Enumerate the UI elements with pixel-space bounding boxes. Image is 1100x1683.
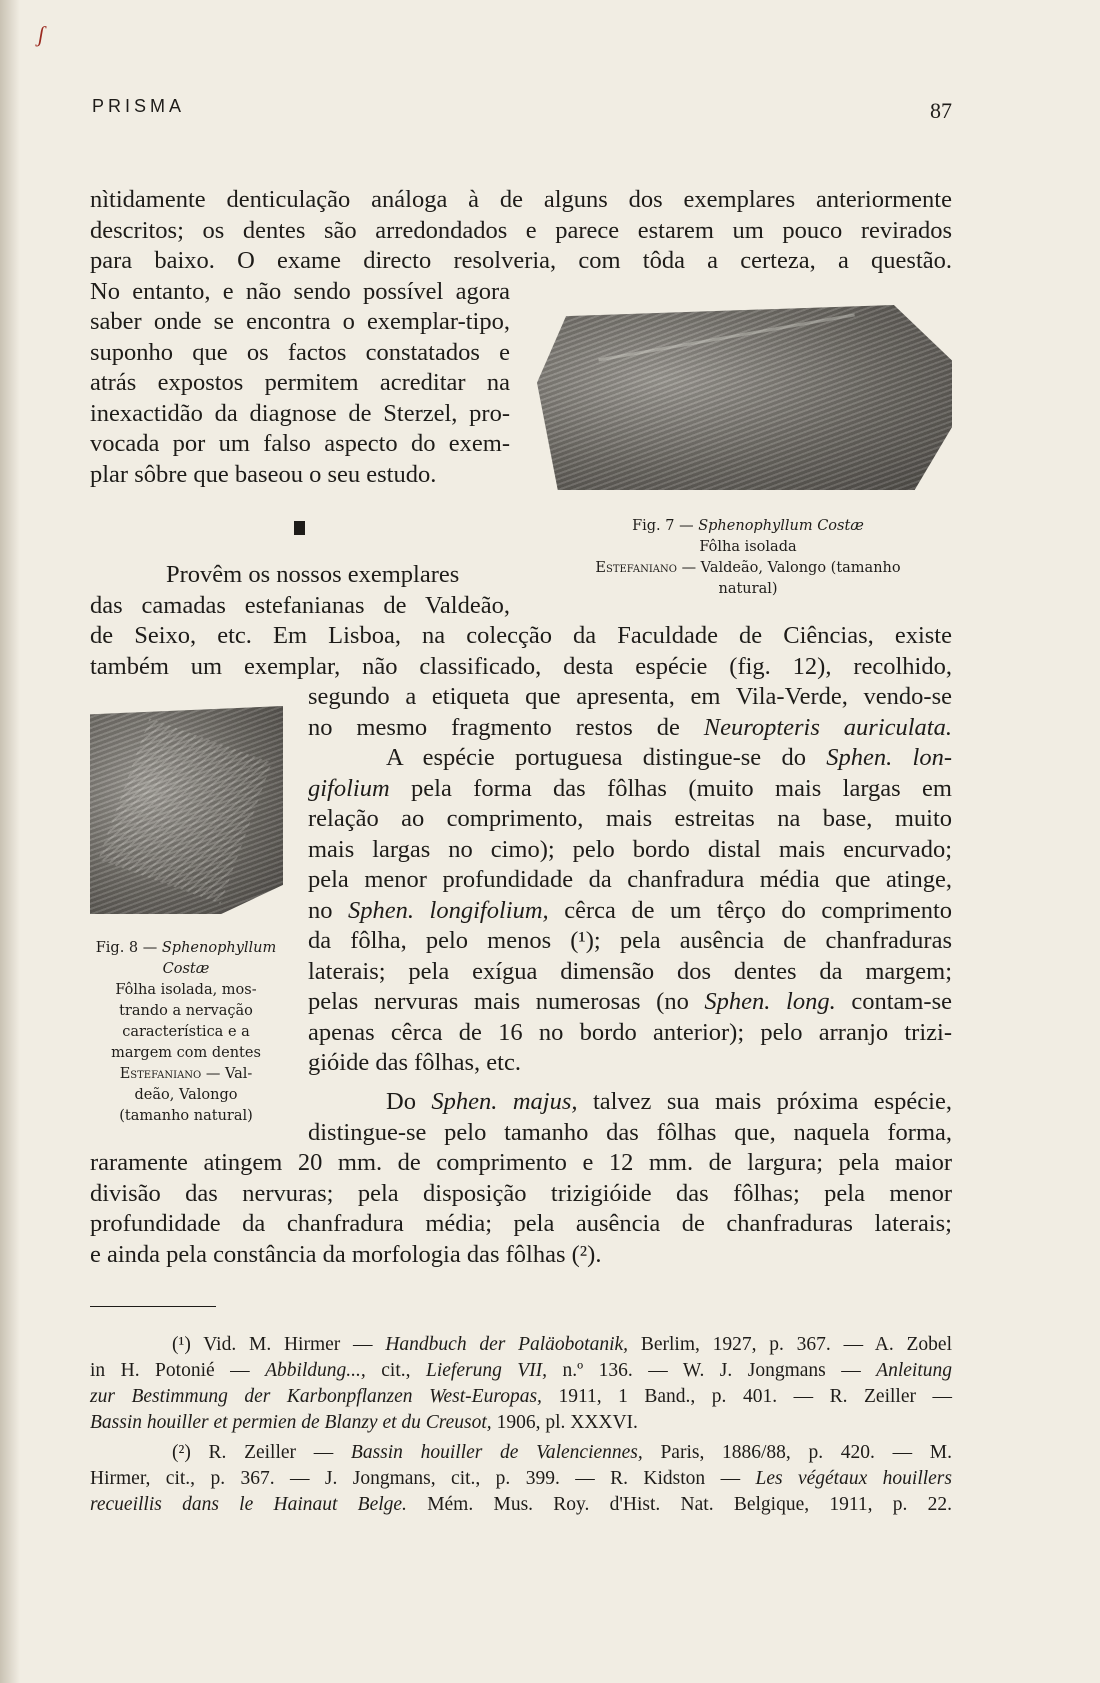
body-line: No entanto, e não sendo possível agora xyxy=(90,278,510,305)
figure-8-caption-line: Fôlha isolada, mos- xyxy=(115,982,257,998)
figure-8-caption-line: Fig. 8 — Sphenophyllum xyxy=(95,940,277,956)
figure-8-caption-line: margem com dentes xyxy=(111,1045,261,1061)
body-line: pela menor profundidade da chanfradura média que atinge, xyxy=(308,866,952,893)
taxon-name: Sphen. longifolium, xyxy=(348,897,549,924)
body-line: no Sphen. longifolium, cêrca de um têrço do comprimento xyxy=(308,897,953,924)
body-line: Do Sphen. majus, talvez sua mais próxima espécie, xyxy=(386,1088,952,1115)
figure-8-caption-line: trando a nervação xyxy=(119,1003,253,1019)
footnote-2: Hirmer, cit., p. 367. — J. Jongmans, cit., p. 399. — R. Kidston — Les végétaux houillers xyxy=(90,1468,952,1489)
body-line: pelas nervuras mais numerosas (no Sphen. long. contam-se xyxy=(308,988,953,1015)
footnote-1: zur Bestimmung der Karbonpflanzen West-Europas, 1911, 1 Band., p. 401. — R. Zeiller — xyxy=(90,1386,952,1407)
body-line: apenas cêrca de 16 no bordo anterior); pelo arranjo trizi- xyxy=(308,1019,952,1046)
body-line: segundo a etiqueta que apresenta, em Vila-Verde, vendo-se xyxy=(308,683,952,710)
figure-8-caption-line: característica e a xyxy=(122,1024,250,1040)
body-line: para baixo. O exame directo resolveria, com tôda a certeza, a questão. xyxy=(90,247,952,274)
body-line: plar sôbre que baseou o seu estudo. xyxy=(90,461,437,488)
body-line: gióide das fôlhas, etc. xyxy=(308,1049,521,1076)
footnote-2: (²) R. Zeiller — Bassin houiller de Valenciennes, Paris, 1886/88, p. 420. — M. xyxy=(172,1442,952,1463)
body-line: distingue-se pelo tamanho das fôlhas que, naquela forma, xyxy=(308,1119,952,1146)
footnote-1: Bassin houiller et permien de Blanzy et du Creusot, 1906, pl. XXXVI. xyxy=(90,1412,638,1433)
taxon-name: Sphen. lon- xyxy=(826,744,952,771)
figure-8-fossil-photo xyxy=(90,706,283,914)
figure-8-caption-line: Estefaniano — Val- xyxy=(119,1066,253,1082)
body-line: saber onde se encontra o exemplar-tipo, xyxy=(90,308,510,335)
taxon-name: Neuropteris auriculata. xyxy=(703,714,952,741)
body-line: gifolium pela forma das fôlhas (muito mais largas em xyxy=(308,775,952,802)
body-line: no mesmo fragmento restos de Neuropteris auriculata. xyxy=(308,714,952,741)
figure-7-caption-line: natural) xyxy=(718,581,778,597)
figure-7-caption-line: Fig. 7 — Sphenophyllum Costæ xyxy=(632,518,864,534)
body-line: atrás expostos permitem acreditar na xyxy=(90,369,510,396)
body-line: mais largas no cimo); pelo bordo distal mais encurvado; xyxy=(308,836,952,863)
figure-8-caption-line: Costæ xyxy=(162,961,210,977)
body-line: das camadas estefanianas de Valdeão, xyxy=(90,592,510,619)
taxon-name: gifolium xyxy=(308,775,390,802)
body-line: e ainda pela constância da morfologia das fôlhas (²). xyxy=(90,1241,602,1268)
body-line: nìtidamente denticulação análoga à de alguns dos exemplares anteriormente xyxy=(90,186,952,213)
body-line: laterais; pela exígua dimensão dos dentes da margem; xyxy=(308,958,952,985)
margin-mark: ʃ xyxy=(38,22,45,47)
running-head: PRISMA xyxy=(92,96,186,116)
body-line: descritos; os dentes são arredondados e parece estarem um pouco revirados xyxy=(90,217,952,244)
body-line: divisão das nervuras; pela disposição trizigióide das fôlhas; pela menor xyxy=(90,1180,952,1207)
body-line: raramente atingem 20 mm. de comprimento e 12 mm. de largura; pela maior xyxy=(90,1149,952,1176)
body-line: de Seixo, etc. Em Lisboa, na colecção da Faculdade de Ciências, existe xyxy=(90,622,952,649)
section-separator xyxy=(294,521,305,535)
body-line: também um exemplar, não classificado, desta espécie (fig. 12), recolhido, xyxy=(90,653,952,680)
figure-8-caption-line: deão, Valongo xyxy=(134,1087,238,1103)
page-number: 87 xyxy=(930,98,952,123)
page-gutter-shadow xyxy=(0,0,20,1683)
taxon-name: Sphen. majus, xyxy=(431,1088,578,1115)
body-line: inexactidão da diagnose de Sterzel, pro- xyxy=(90,400,510,427)
body-line: vocada por um falso aspecto do exem- xyxy=(90,430,510,457)
figure-8-caption-line: (tamanho natural) xyxy=(119,1108,253,1124)
footnote-rule xyxy=(90,1306,216,1307)
figure-7-fossil-photo xyxy=(537,305,952,490)
body-line: A espécie portuguesa distingue-se do Sphen. lon- xyxy=(386,744,952,771)
body-line: suponho que os factos constatados e xyxy=(90,339,510,366)
footnote-2: recueillis dans le Hainaut Belge. Mém. Mus. Roy. d'Hist. Nat. Belgique, 1911, p. 22. xyxy=(90,1494,952,1515)
body-line: profundidade da chanfradura média; pela ausência de chanfraduras laterais; xyxy=(90,1210,952,1237)
figure-7-caption-line: Fôlha isolada xyxy=(699,539,797,555)
footnote-1: in H. Potonié — Abbildung..., cit., Lieferung VII, n.º 136. — W. J. Jongmans — Anleitung xyxy=(90,1360,952,1381)
footnote-1: (¹) Vid. M. Hirmer — Handbuch der Paläobotanik, Berlim, 1927, p. 367. — A. Zobel xyxy=(172,1334,952,1355)
figure-7-caption-line: Estefaniano — Valdeão, Valongo (tamanho xyxy=(595,560,901,576)
body-line: relação ao comprimento, mais estreitas na base, muito xyxy=(308,805,952,832)
taxon-name: Sphen. long. xyxy=(704,988,836,1015)
body-line: Provêm os nossos exemplares xyxy=(166,561,460,588)
body-line: da fôlha, pelo menos (¹); pela ausência de chanfraduras xyxy=(308,927,952,954)
